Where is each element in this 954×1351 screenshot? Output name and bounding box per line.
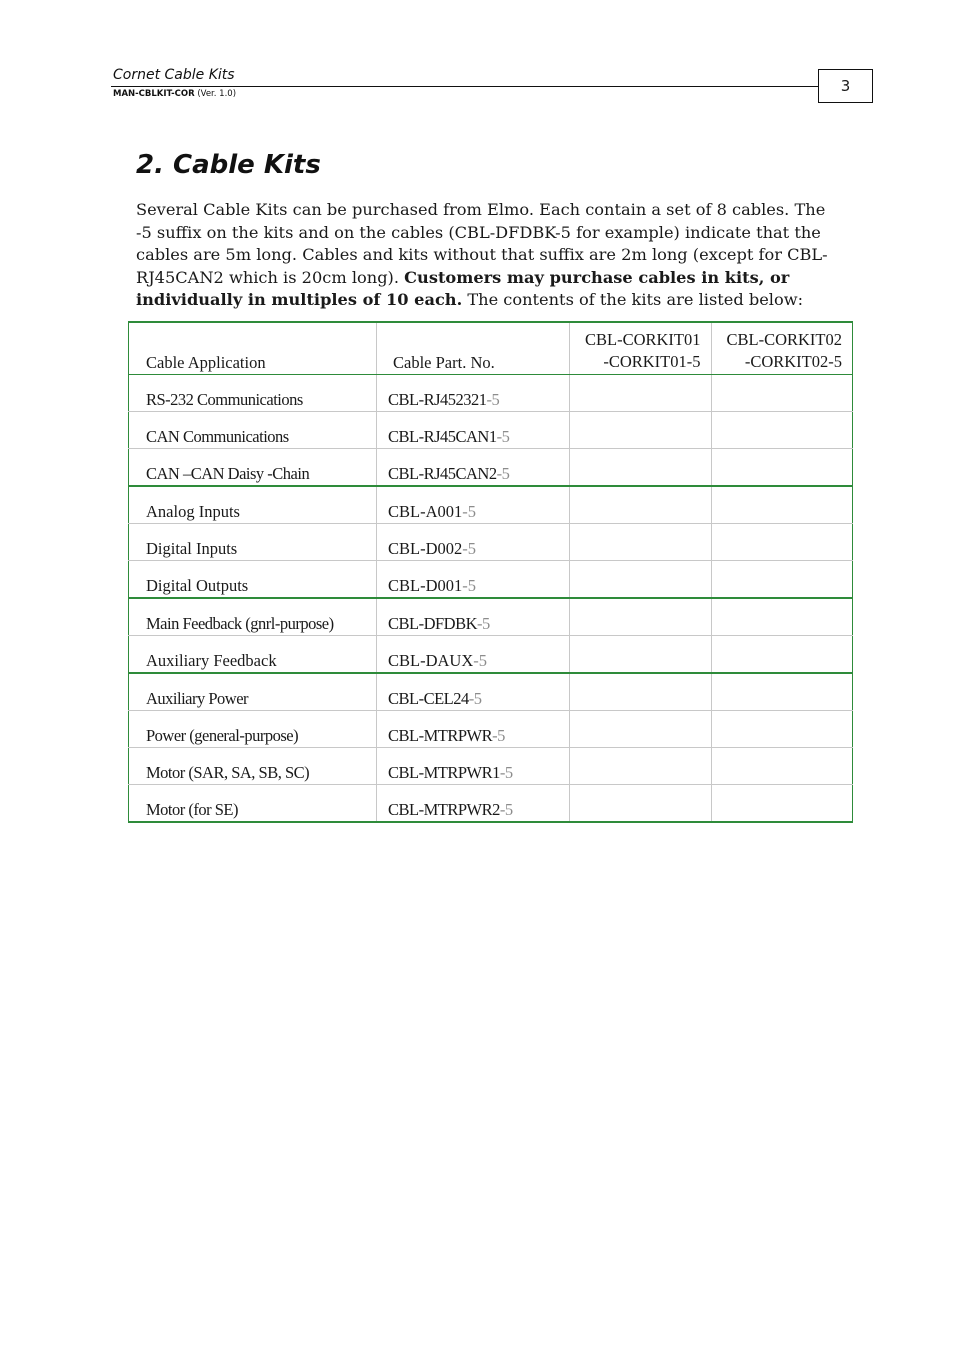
table-row xyxy=(129,375,853,412)
part-base: CBL-RJ45CAN2 xyxy=(388,464,497,483)
part-suffix: -5 xyxy=(496,464,510,483)
row-application: RS-232 Communications xyxy=(129,375,377,412)
row-application: Motor (for SE) xyxy=(129,785,377,823)
row-part-number xyxy=(377,486,570,524)
row-kit-02-cell xyxy=(711,711,853,748)
row-kit-02-cell xyxy=(711,673,853,711)
part-base: CBL-MTRPWR2 xyxy=(388,800,500,819)
row-part-number xyxy=(377,711,570,748)
row-part-number xyxy=(377,412,570,449)
part-suffix: -5 xyxy=(462,539,476,558)
row-part-number xyxy=(377,748,570,785)
row-part-number xyxy=(377,375,570,412)
page-number: 3 xyxy=(818,69,873,103)
row-kit-02-cell xyxy=(711,561,853,599)
row-part-number xyxy=(377,785,570,823)
table-row xyxy=(129,598,853,636)
row-part-number xyxy=(377,636,570,674)
part-suffix: -5 xyxy=(499,763,513,782)
section-heading: 2. Cable Kits xyxy=(136,150,321,180)
header-kit-01-line2: -CORKIT01-5 xyxy=(603,352,701,371)
table-row xyxy=(129,785,853,823)
row-kit-02-cell xyxy=(711,375,853,412)
intro-bold-text: Customers may purchase cables in kits, or individually in multiples of 10 each. xyxy=(136,267,790,310)
row-kit-01-cell xyxy=(570,412,712,449)
part-base: CBL-MTRPWR xyxy=(388,726,493,745)
part-suffix: -5 xyxy=(499,800,513,819)
intro-text: Several Cable Kits can be purchased from Elmo. Each contain a set of 8 cables. The -5 suffix on the kits and on the cables (CBL-DFDBK-5 for example) indicate that the cables are 5m long. Cables and kits without that suffix are 2m long (except for CBL-RJ45CAN2 which is 20cm long). xyxy=(136,200,828,287)
cable-kit-table xyxy=(128,321,853,823)
table-row xyxy=(129,412,853,449)
header-kit-02-line1: CBL-CORKIT02 xyxy=(726,330,842,349)
header-kit-01 xyxy=(570,322,712,375)
part-suffix: -5 xyxy=(468,689,482,708)
row-kit-01-cell xyxy=(570,449,712,487)
part-suffix: -5 xyxy=(462,576,476,595)
part-suffix: -5 xyxy=(477,614,490,633)
row-part-number xyxy=(377,561,570,599)
row-kit-01-cell xyxy=(570,785,712,823)
row-application: Motor (SAR, SA, SB, SC) xyxy=(129,748,377,785)
row-kit-02-cell xyxy=(711,524,853,561)
table-row xyxy=(129,636,853,674)
part-base: CBL-D001 xyxy=(388,576,463,595)
row-kit-01-cell xyxy=(570,486,712,524)
header-cable-part-no: Cable Part. No. xyxy=(377,322,570,375)
table-row xyxy=(129,486,853,524)
row-kit-02-cell xyxy=(711,412,853,449)
header-kit-02-line2: -CORKIT02-5 xyxy=(744,352,842,371)
part-base: CBL-MTRPWR1 xyxy=(388,763,500,782)
row-application: Main Feedback (gnrl-purpose) xyxy=(129,598,377,636)
intro-paragraph xyxy=(136,199,836,312)
row-application: CAN Communications xyxy=(129,412,377,449)
doc-id: MAN-CBLKIT-COR xyxy=(113,89,195,99)
intro-end-text: The contents of the kits are listed below: xyxy=(462,290,804,310)
row-application: Auxiliary Feedback xyxy=(129,636,377,674)
row-kit-02-cell xyxy=(711,785,853,823)
row-part-number xyxy=(377,673,570,711)
part-base: CBL-RJ452321 xyxy=(388,390,487,409)
table-row xyxy=(129,524,853,561)
row-application: Analog Inputs xyxy=(129,486,377,524)
row-kit-02-cell xyxy=(711,449,853,487)
table-row xyxy=(129,673,853,711)
running-header-title: Cornet Cable Kits xyxy=(113,67,235,83)
row-kit-01-cell xyxy=(570,636,712,674)
row-part-number xyxy=(377,449,570,487)
header-rule xyxy=(111,86,819,87)
row-part-number xyxy=(377,524,570,561)
doc-version: (Ver. 1.0) xyxy=(197,89,237,99)
row-kit-02-cell xyxy=(711,748,853,785)
part-base: CBL-CEL24 xyxy=(388,689,469,708)
row-kit-01-cell xyxy=(570,524,712,561)
running-header-docid xyxy=(113,89,236,99)
part-base: CBL-RJ45CAN1 xyxy=(388,427,497,446)
table-row xyxy=(129,449,853,487)
header-cable-application: Cable Application xyxy=(129,322,377,375)
row-kit-02-cell xyxy=(711,598,853,636)
part-base: CBL-DFDBK xyxy=(388,614,478,633)
table-row xyxy=(129,748,853,785)
table-row xyxy=(129,711,853,748)
row-kit-02-cell xyxy=(711,636,853,674)
part-base: CBL-A001 xyxy=(388,502,463,521)
row-kit-01-cell xyxy=(570,673,712,711)
row-part-number xyxy=(377,598,570,636)
part-suffix: -5 xyxy=(486,390,500,409)
row-kit-01-cell xyxy=(570,711,712,748)
row-kit-01-cell xyxy=(570,598,712,636)
part-base: CBL-D002 xyxy=(388,539,463,558)
row-application: Auxiliary Power xyxy=(129,673,377,711)
table-header-row xyxy=(129,322,853,375)
header-kit-01-line1: CBL-CORKIT01 xyxy=(585,330,701,349)
row-application: Power (general-purpose) xyxy=(129,711,377,748)
row-application: Digital Outputs xyxy=(129,561,377,599)
header-kit-02 xyxy=(711,322,853,375)
part-suffix: -5 xyxy=(492,726,505,745)
part-suffix: -5 xyxy=(473,651,487,670)
row-kit-01-cell xyxy=(570,561,712,599)
row-kit-01-cell xyxy=(570,375,712,412)
row-kit-02-cell xyxy=(711,486,853,524)
part-suffix: -5 xyxy=(496,427,510,446)
part-base: CBL-DAUX xyxy=(388,651,474,670)
row-application: Digital Inputs xyxy=(129,524,377,561)
part-suffix: -5 xyxy=(462,502,476,521)
row-application: CAN –CAN Daisy -Chain xyxy=(129,449,377,487)
table-row xyxy=(129,561,853,599)
row-kit-01-cell xyxy=(570,748,712,785)
